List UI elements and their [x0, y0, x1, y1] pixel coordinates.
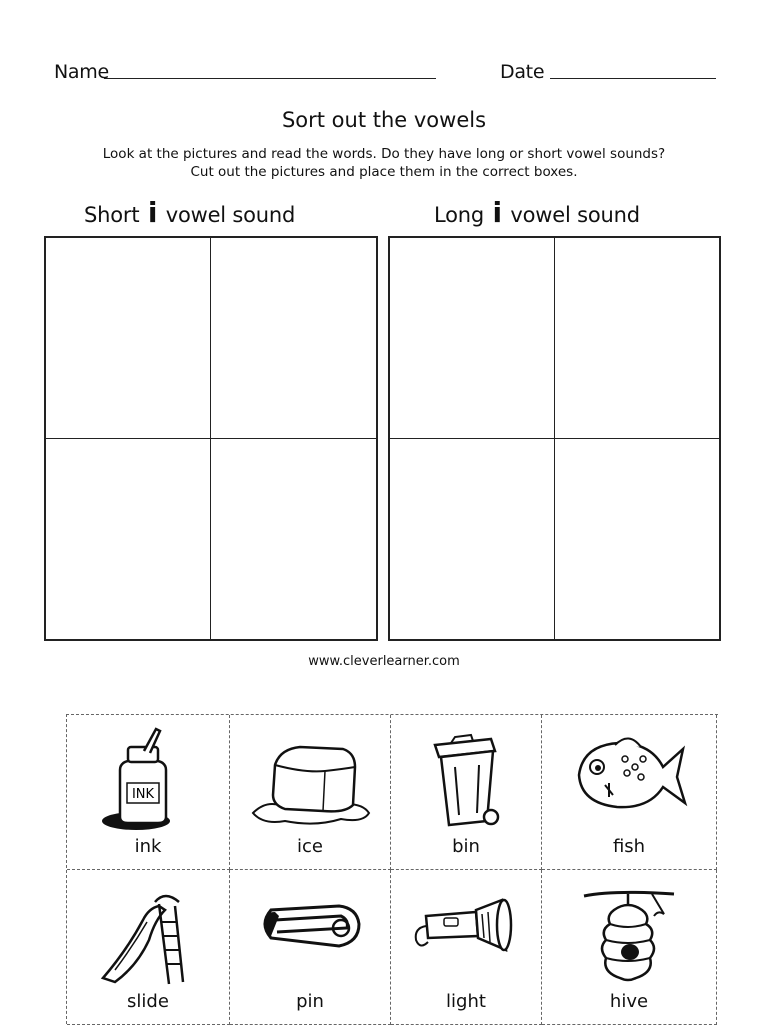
card-ice[interactable] [230, 715, 391, 870]
long-heading-suffix: vowel sound [510, 203, 640, 227]
cutout-cards-grid [66, 714, 718, 1024]
long-box-cell[interactable] [555, 439, 720, 640]
trash-bin-icon [421, 725, 511, 835]
card-ink[interactable] [67, 715, 230, 870]
long-box-cell[interactable] [390, 238, 555, 439]
date-label: Date [500, 61, 545, 83]
card-word: pin [296, 991, 324, 1012]
short-box-cell[interactable] [46, 439, 211, 640]
long-vowel-box [388, 236, 721, 641]
long-box-cell[interactable] [555, 238, 720, 439]
long-box-cell[interactable] [390, 439, 555, 640]
card-word: slide [127, 991, 169, 1012]
flashlight-icon [406, 880, 526, 970]
website-url: www.cleverlearner.com [308, 654, 460, 669]
short-box-cell[interactable] [211, 439, 376, 640]
slide-icon [93, 880, 203, 990]
card-word: ice [297, 836, 323, 857]
svg-text:INK: INK [131, 787, 155, 802]
safety-pin-icon [255, 880, 365, 970]
long-heading-prefix: Long [434, 203, 485, 227]
long-heading-letter: i [492, 196, 502, 229]
card-hive[interactable] [542, 870, 717, 1025]
short-heading-suffix: vowel sound [165, 203, 296, 227]
card-word: bin [452, 836, 480, 857]
name-label: Name [54, 61, 109, 83]
short-vowel-box [44, 236, 378, 641]
date-field-line[interactable] [550, 78, 716, 79]
fish-icon [569, 725, 689, 825]
ink-bottle-icon [98, 725, 198, 835]
card-fish[interactable] [542, 715, 717, 870]
short-box-cell[interactable] [46, 238, 211, 439]
card-word: ink [134, 836, 162, 857]
beehive-icon [574, 880, 684, 990]
card-word: fish [612, 836, 646, 857]
short-vowel-heading [84, 196, 295, 229]
instructions-line-1: Look at the pictures and read the words. Do they have long or short vowel sounds? [102, 146, 666, 162]
short-heading-letter: i [147, 196, 158, 229]
ice-cube-icon [245, 725, 375, 835]
card-word: hive [609, 991, 649, 1012]
long-vowel-heading [434, 196, 640, 229]
card-light[interactable] [391, 870, 542, 1025]
card-slide[interactable] [67, 870, 230, 1025]
card-bin[interactable] [391, 715, 542, 870]
short-box-cell[interactable] [211, 238, 376, 439]
instructions-line-2: Cut out the pictures and place them in the correct boxes. [190, 164, 578, 180]
worksheet-title: Sort out the vowels [281, 108, 487, 132]
short-heading-prefix: Short [84, 203, 140, 227]
name-field-line[interactable] [104, 78, 436, 79]
card-pin[interactable] [230, 870, 391, 1025]
card-word: light [446, 991, 486, 1012]
